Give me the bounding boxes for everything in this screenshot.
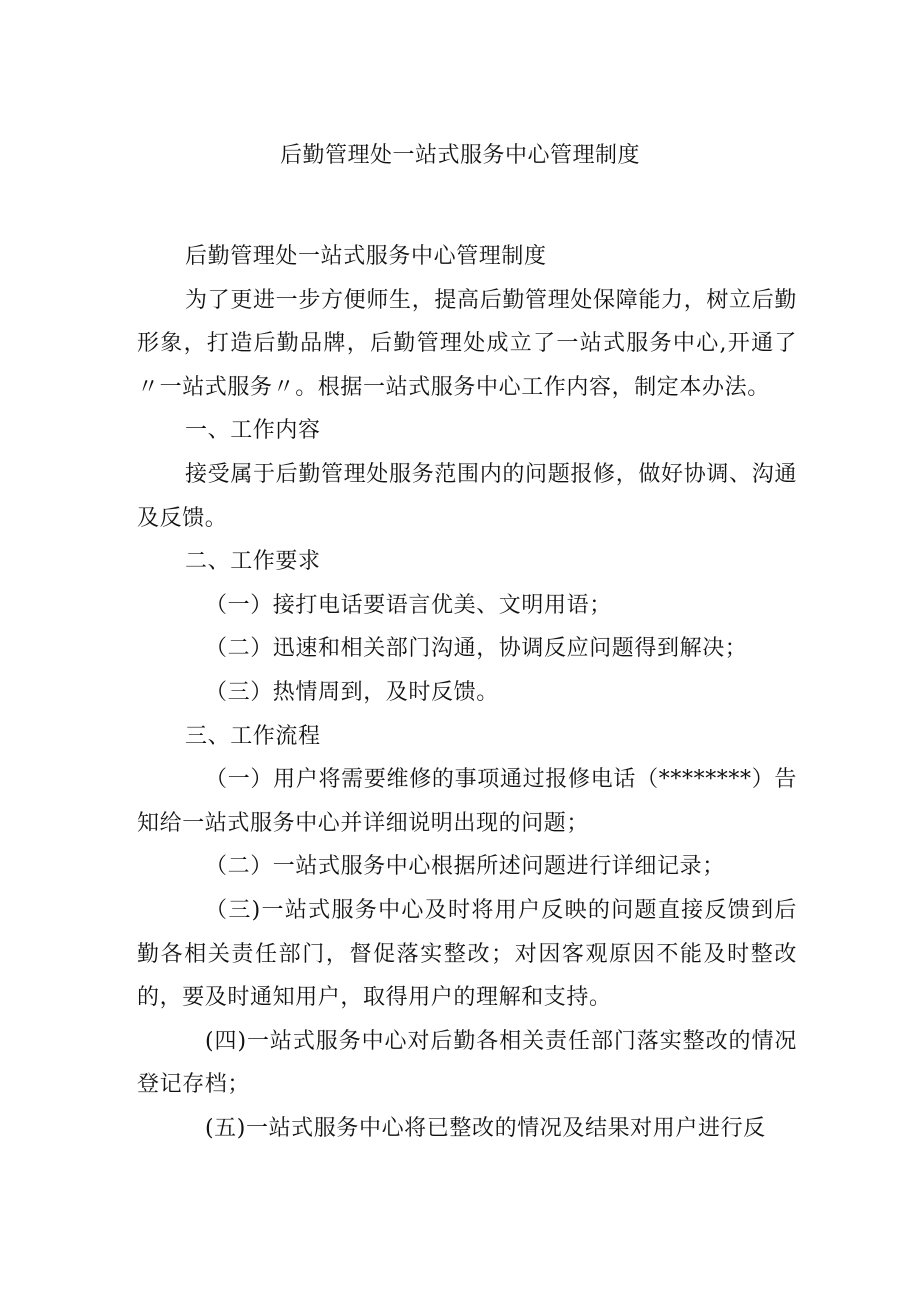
section-heading-work-content: 一、工作内容 [185, 418, 321, 444]
document-title: 后勤管理处一站式服务中心管理制度 [279, 143, 640, 168]
requirement-item-2: （二）迅速和相关部门沟通，协调反应问题得到解决； [205, 636, 748, 662]
requirement-item-3: （三）热情周到，及时反馈。 [205, 679, 499, 705]
requirement-item-1: （一）接打电话要语言优美、文明用语； [205, 592, 612, 618]
paragraph-subtitle: 后勤管理处一站式服务中心管理制度 [185, 244, 547, 269]
workflow-item-4: (四)一站式服务中心对后勤各相关责任部门落实整改的情况登记存档； [137, 1028, 797, 1098]
paragraph-intro: 为了更进一步方便师生，提高后勤管理处保障能力，树立后勤形象，打造后勤品牌，后勤管理处成立了一站式服务中心,开通了〃一站式服务〃。根据一站式服务中心工作内容，制定本办法。 [137, 287, 797, 400]
workflow-item-2: （二）一站式服务中心根据所述问题进行详细记录； [205, 854, 725, 880]
workflow-item-1: （一）用户将需要维修的事项通过报修电话（********）告知给一站式服务中心并详细说明出现的问题； [137, 767, 797, 836]
paragraph-work-content: 接受属于后勤管理处服务范围内的问题报修，做好协调、沟通及反馈。 [137, 461, 797, 531]
section-heading-work-requirements: 二、工作要求 [185, 549, 321, 575]
workflow-item-5: (五)一站式服务中心将已整改的情况及结果对用户进行反 [205, 1115, 766, 1141]
document-body [137, 235, 797, 1150]
section-heading-workflow: 三、工作流程 [185, 723, 321, 749]
workflow-item-3: （三)一站式服务中心及时将用户反映的问题直接反馈到后勤各相关责任部门，督促落实整改；对因客观原因不能及时整改的，要及时通知用户，取得用户的理解和支持。 [137, 897, 797, 1011]
